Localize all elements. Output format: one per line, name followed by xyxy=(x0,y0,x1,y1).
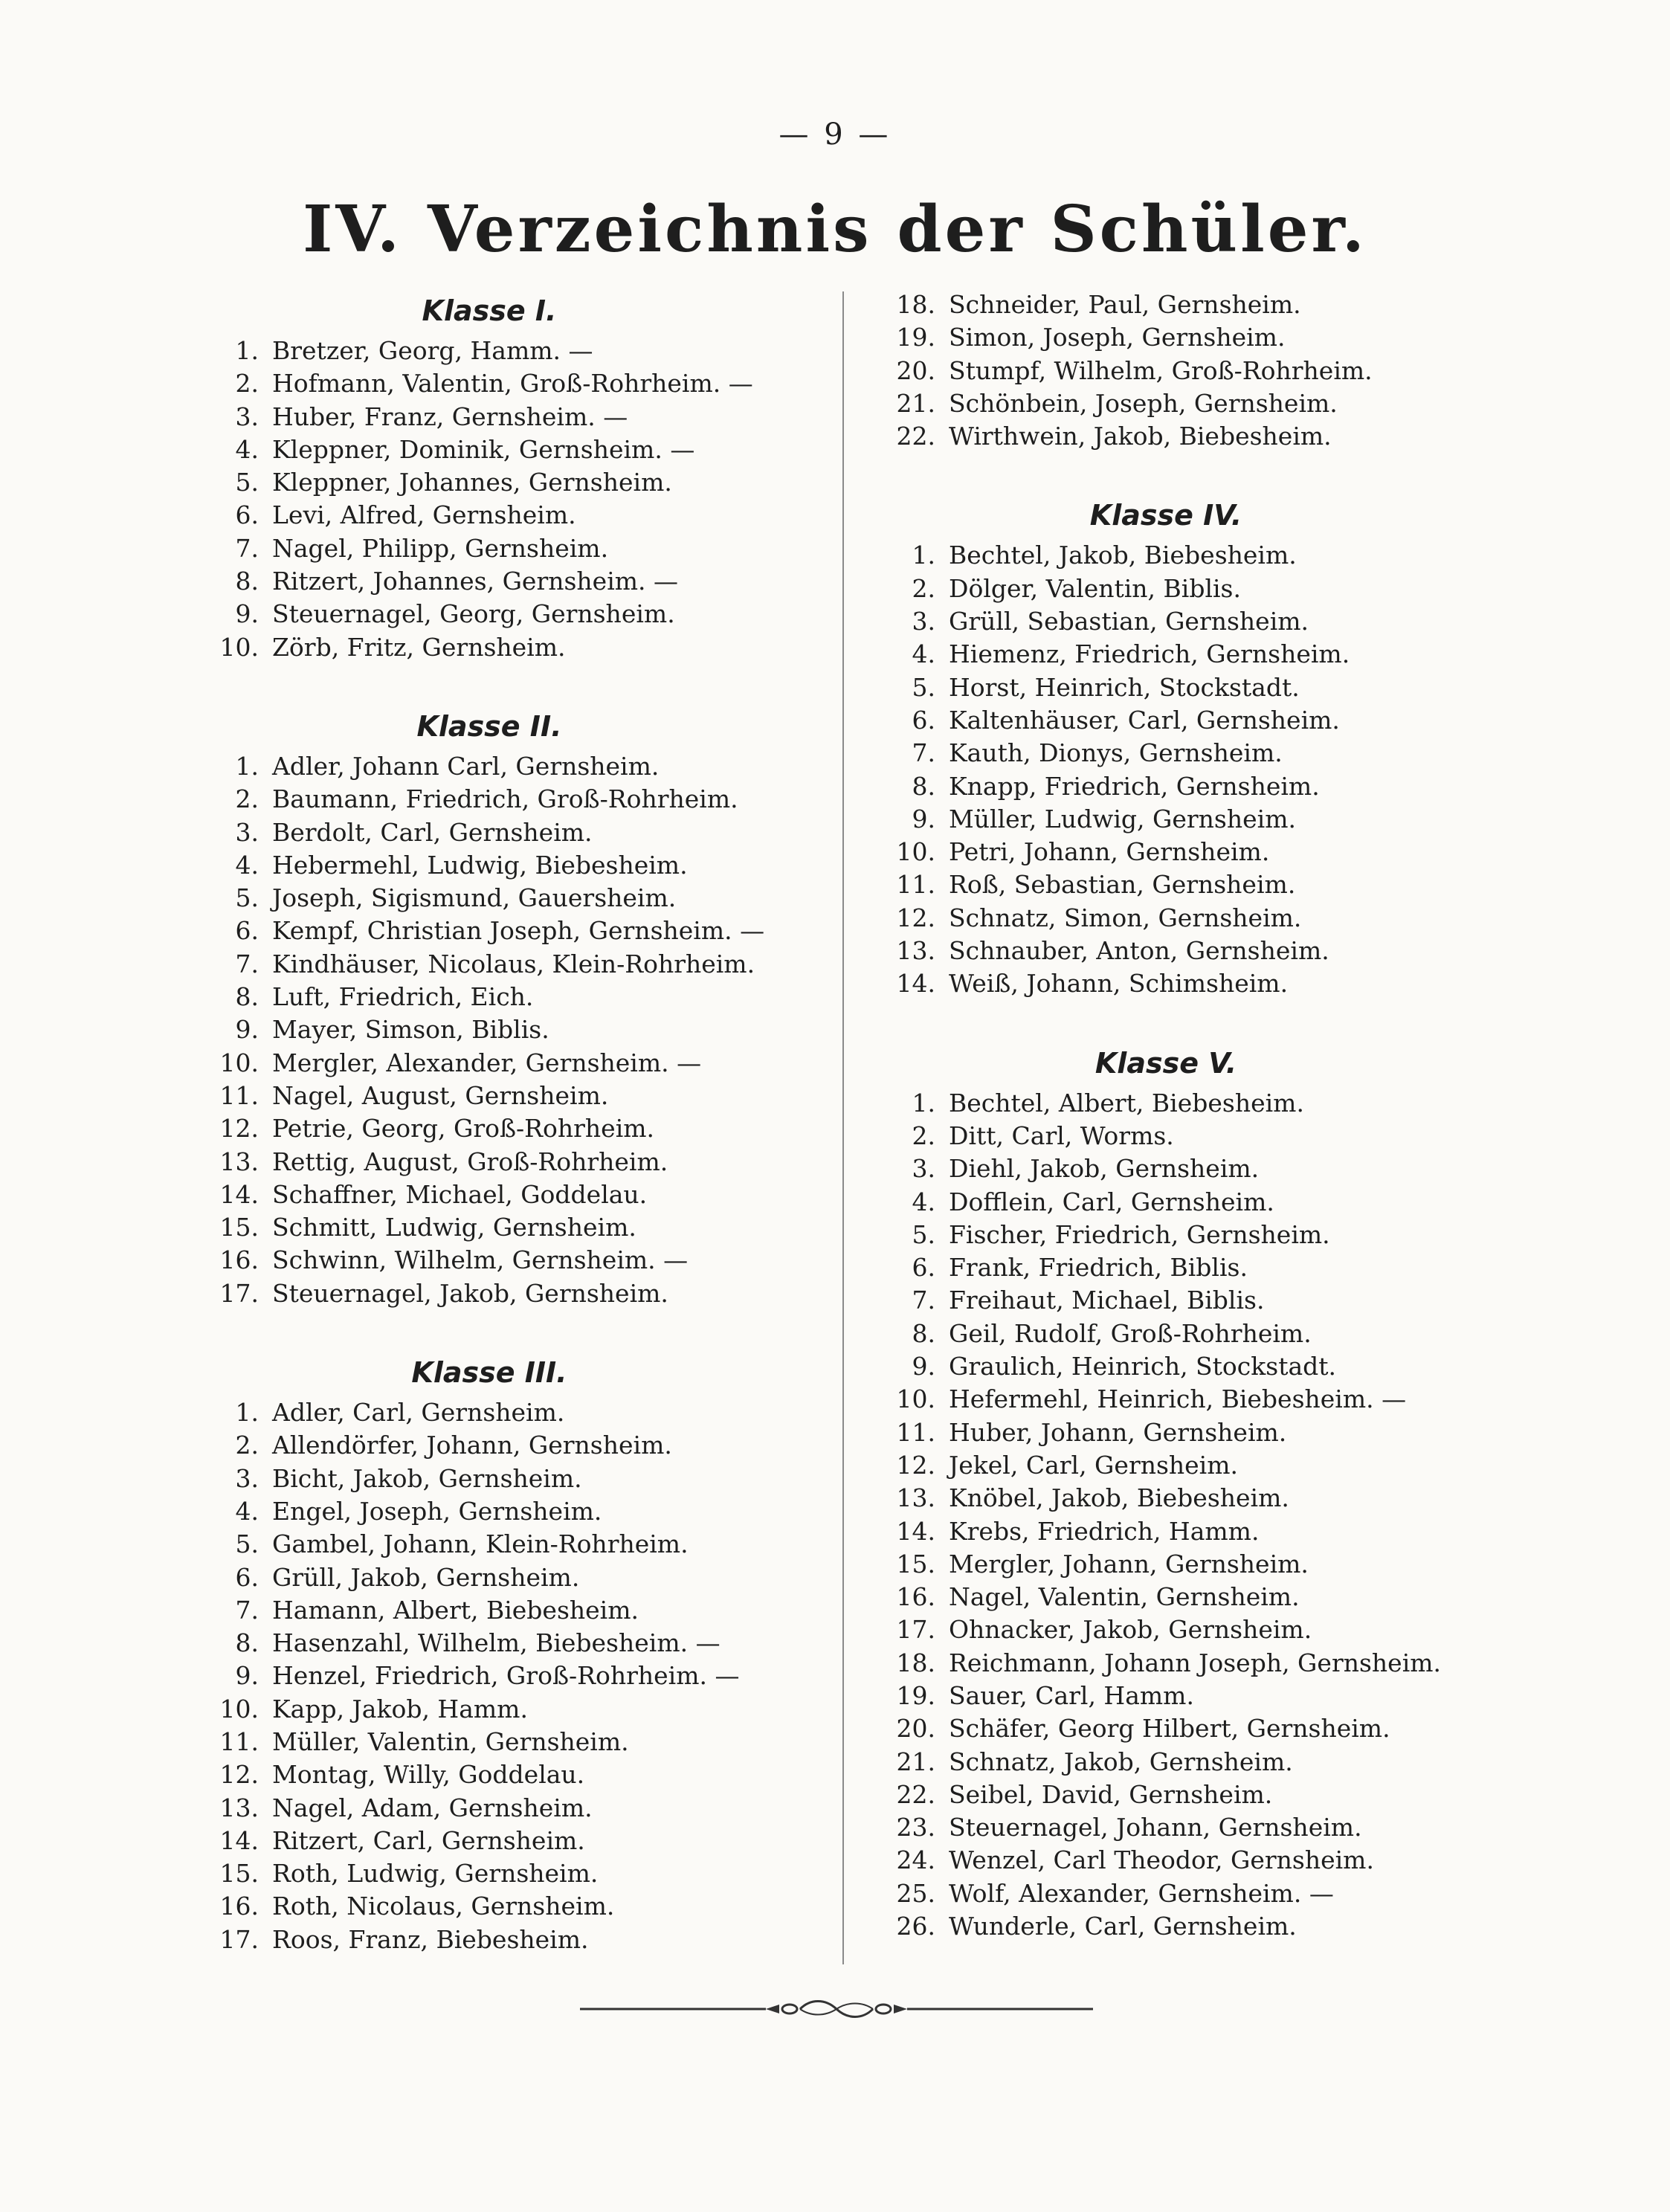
entry-text: Knapp, Friedrich, Gernsheim. xyxy=(949,771,1320,801)
student-entry xyxy=(207,335,816,367)
entry-number: 5. xyxy=(912,1219,935,1249)
entry-text: Joseph, Sigismund, Gauersheim. xyxy=(272,883,677,913)
student-entry xyxy=(883,1844,1493,1877)
entry-number: 8. xyxy=(235,1628,259,1658)
entry-text: Schönbein, Joseph, Gernsheim. xyxy=(949,388,1338,418)
entry-number: 7. xyxy=(235,949,259,978)
student-entry xyxy=(883,1746,1493,1779)
entry-text: Petri, Johann, Gernsheim. xyxy=(949,837,1270,867)
entry-number: 4. xyxy=(235,850,259,880)
student-entry xyxy=(207,783,816,816)
student-entry xyxy=(883,605,1493,638)
student-list xyxy=(207,1396,816,1956)
entry-number: 19. xyxy=(896,1680,935,1710)
entry-number: 5. xyxy=(235,883,259,913)
entry-number: 23. xyxy=(896,1813,935,1842)
entry-number: 24. xyxy=(896,1845,935,1875)
section-heading: Klasse II. xyxy=(416,709,562,743)
entry-text: Stumpf, Wilhelm, Groß-Rohrheim. xyxy=(949,355,1373,385)
section-heading: Klasse V. xyxy=(1094,1046,1237,1080)
entry-text: Steuernagel, Johann, Gernsheim. xyxy=(949,1813,1362,1842)
entry-text: Diehl, Jakob, Gernsheim. xyxy=(949,1154,1260,1184)
student-entry xyxy=(883,868,1493,901)
student-entry xyxy=(883,539,1493,572)
entry-text: Kleppner, Johannes, Gernsheim. xyxy=(272,468,672,497)
student-entry xyxy=(207,1857,816,1890)
entry-number: 13. xyxy=(219,1147,259,1176)
class-section xyxy=(883,493,1493,1040)
entry-text: Frank, Friedrich, Biblis. xyxy=(949,1253,1248,1283)
entry-number: 13. xyxy=(896,936,935,966)
entry-number: 4. xyxy=(912,639,935,669)
column-divider xyxy=(842,291,844,1964)
entry-text: Sauer, Carl, Hamm. xyxy=(949,1680,1194,1710)
student-entry xyxy=(207,1211,816,1244)
entry-text: Ritzert, Carl, Gernsheim. xyxy=(272,1825,585,1855)
student-entry xyxy=(207,565,816,598)
student-list xyxy=(883,539,1493,1000)
entry-number: 2. xyxy=(912,573,935,603)
entry-text: Mergler, Johann, Gernsheim. xyxy=(949,1549,1309,1579)
entry-number: 9. xyxy=(235,1015,259,1045)
student-entry xyxy=(207,1528,816,1561)
entry-number: 11. xyxy=(219,1080,259,1110)
entry-number: 18. xyxy=(896,1648,935,1677)
entry-number: 12. xyxy=(219,1760,259,1790)
entry-number: 5. xyxy=(235,1529,259,1559)
student-entry xyxy=(883,321,1493,354)
entry-text: Steuernagel, Georg, Gernsheim. xyxy=(272,599,675,629)
student-entry xyxy=(883,573,1493,605)
student-entry xyxy=(883,1350,1493,1383)
student-entry xyxy=(883,1087,1493,1120)
student-entry xyxy=(883,1383,1493,1416)
entry-number: 14. xyxy=(896,969,935,999)
student-entry xyxy=(207,981,816,1013)
entry-number: 4. xyxy=(235,434,259,464)
entry-number: 8. xyxy=(912,771,935,801)
entry-number: 4. xyxy=(235,1496,259,1526)
entry-text: Horst, Heinrich, Stockstadt. xyxy=(949,672,1300,702)
entry-text: Schnauber, Anton, Gernsheim. xyxy=(949,936,1329,966)
student-entry xyxy=(207,1277,816,1310)
student-entry xyxy=(883,737,1493,770)
entry-text: Hebermehl, Ludwig, Biebesheim. xyxy=(272,850,688,880)
entry-text: Schneider, Paul, Gernsheim. xyxy=(949,290,1301,319)
entry-number: 9. xyxy=(912,804,935,833)
student-entry xyxy=(207,631,816,664)
entry-number: 6. xyxy=(235,500,259,530)
entry-text: Seibel, David, Gernsheim. xyxy=(949,1779,1273,1809)
student-entry xyxy=(883,902,1493,935)
student-entry xyxy=(207,849,816,882)
entry-number: 3. xyxy=(912,1154,935,1184)
entry-number: 21. xyxy=(896,388,935,418)
student-entry xyxy=(207,1495,816,1528)
student-entry xyxy=(883,1877,1493,1910)
student-entry xyxy=(207,1792,816,1825)
entry-text: Roos, Franz, Biebesheim. xyxy=(272,1924,589,1954)
student-entry xyxy=(883,1548,1493,1581)
entry-text: Müller, Ludwig, Gernsheim. xyxy=(949,804,1296,833)
student-entry xyxy=(207,1429,816,1462)
student-entry xyxy=(207,401,816,433)
student-entry xyxy=(883,1712,1493,1745)
student-entry xyxy=(207,1178,816,1211)
entry-text: Freihaut, Michael, Biblis. xyxy=(949,1286,1265,1315)
entry-text: Luft, Friedrich, Eich. xyxy=(272,982,534,1012)
entry-number: 12. xyxy=(896,903,935,932)
entry-number: 17. xyxy=(219,1924,259,1954)
entry-text: Hofmann, Valentin, Groß-Rohrheim. — xyxy=(272,369,753,399)
entry-number: 22. xyxy=(896,422,935,451)
entry-text: Schmitt, Ludwig, Gernsheim. xyxy=(272,1213,636,1242)
section-spacer xyxy=(207,1310,816,1350)
student-entry xyxy=(207,499,816,532)
entry-text: Bicht, Jakob, Gernsheim. xyxy=(272,1463,582,1493)
entry-text: Adler, Johann Carl, Gernsheim. xyxy=(272,751,660,781)
entry-text: Mergler, Alexander, Gernsheim. — xyxy=(272,1048,702,1077)
entry-number: 19. xyxy=(896,323,935,352)
student-entry xyxy=(207,1013,816,1046)
entry-number: 18. xyxy=(896,290,935,319)
entry-number: 15. xyxy=(219,1859,259,1889)
entry-number: 14. xyxy=(219,1179,259,1209)
student-entry xyxy=(207,1244,816,1277)
student-entry xyxy=(883,355,1493,387)
student-entry xyxy=(207,1146,816,1178)
entry-text: Nagel, Philipp, Gernsheim. xyxy=(272,533,609,563)
entry-text: Grüll, Sebastian, Gernsheim. xyxy=(949,607,1309,636)
entry-text: Jekel, Carl, Gernsheim. xyxy=(949,1450,1239,1480)
class-section xyxy=(883,288,1493,493)
student-entry xyxy=(883,1449,1493,1482)
student-entry xyxy=(883,1152,1493,1185)
entry-text: Ritzert, Johannes, Gernsheim. — xyxy=(272,567,679,596)
student-entry xyxy=(207,1726,816,1758)
entry-text: Roth, Nicolaus, Gernsheim. xyxy=(272,1892,615,1921)
entry-number: 10. xyxy=(219,1694,259,1724)
student-entry xyxy=(207,1047,816,1080)
entry-text: Dofflein, Carl, Gernsheim. xyxy=(949,1187,1274,1216)
entry-number: 11. xyxy=(896,870,935,900)
entry-text: Reichmann, Johann Joseph, Gernsheim. xyxy=(949,1648,1442,1677)
page-number: — 9 — xyxy=(778,117,892,152)
student-entry xyxy=(883,1647,1493,1680)
entry-text: Steuernagel, Jakob, Gernsheim. xyxy=(272,1278,668,1308)
student-entry xyxy=(207,466,816,499)
entry-number: 25. xyxy=(896,1878,935,1908)
student-entry xyxy=(883,1416,1493,1449)
entry-text: Kapp, Jakob, Hamm. xyxy=(272,1694,528,1724)
entry-number: 12. xyxy=(219,1114,259,1144)
entry-number: 16. xyxy=(219,1892,259,1921)
entry-number: 7. xyxy=(912,738,935,768)
student-entry xyxy=(207,1594,816,1627)
entry-text: Bretzer, Georg, Hamm. — xyxy=(272,336,593,365)
entry-text: Müller, Valentin, Gernsheim. xyxy=(272,1726,629,1756)
student-entry xyxy=(883,1779,1493,1811)
entry-number: 14. xyxy=(219,1825,259,1855)
entry-number: 1. xyxy=(235,751,259,781)
entry-text: Weiß, Johann, Schimsheim. xyxy=(949,969,1289,999)
entry-text: Wenzel, Carl Theodor, Gernsheim. xyxy=(949,1845,1374,1875)
entry-number: 20. xyxy=(896,1714,935,1744)
entry-number: 7. xyxy=(912,1286,935,1315)
entry-text: Huber, Franz, Gernsheim. — xyxy=(272,402,628,431)
entry-number: 8. xyxy=(235,567,259,596)
entry-number: 8. xyxy=(912,1318,935,1348)
student-entry xyxy=(207,1825,816,1857)
entry-text: Roß, Sebastian, Gernsheim. xyxy=(949,870,1296,900)
entry-text: Montag, Willy, Goddelau. xyxy=(272,1760,585,1790)
entry-text: Grüll, Jakob, Gernsheim. xyxy=(272,1562,580,1592)
entry-text: Schnatz, Jakob, Gernsheim. xyxy=(949,1747,1293,1776)
entry-number: 11. xyxy=(219,1726,259,1756)
student-entry xyxy=(207,882,816,915)
entry-number: 15. xyxy=(896,1549,935,1579)
entry-number: 5. xyxy=(912,672,935,702)
entry-number: 1. xyxy=(912,1088,935,1118)
student-entry xyxy=(207,1080,816,1112)
entry-text: Nagel, August, Gernsheim. xyxy=(272,1080,609,1110)
entry-text: Henzel, Friedrich, Groß-Rohrheim. — xyxy=(272,1661,740,1691)
entry-text: Zörb, Fritz, Gernsheim. xyxy=(272,632,566,662)
student-list xyxy=(883,1087,1493,1944)
entry-text: Rettig, August, Groß-Rohrheim. xyxy=(272,1147,668,1176)
student-entry xyxy=(883,420,1493,453)
entry-text: Ohnacker, Jakob, Gernsheim. xyxy=(949,1615,1312,1645)
class-section xyxy=(207,288,816,704)
entry-text: Krebs, Friedrich, Hamm. xyxy=(949,1516,1260,1546)
entry-number: 7. xyxy=(235,1595,259,1625)
entry-number: 10. xyxy=(219,632,259,662)
student-entry xyxy=(883,704,1493,737)
entry-number: 21. xyxy=(896,1747,935,1776)
student-entry xyxy=(883,1284,1493,1317)
class-section xyxy=(883,1041,1493,1944)
entry-number: 16. xyxy=(896,1582,935,1612)
student-entry xyxy=(883,1120,1493,1152)
entry-number: 3. xyxy=(235,817,259,847)
entry-text: Gambel, Johann, Klein-Rohrheim. xyxy=(272,1529,689,1559)
entry-text: Kaltenhäuser, Carl, Gernsheim. xyxy=(949,705,1340,735)
entry-text: Simon, Joseph, Gernsheim. xyxy=(949,323,1286,352)
student-list xyxy=(207,750,816,1310)
entry-number: 2. xyxy=(235,1431,259,1460)
entry-number: 22. xyxy=(896,1779,935,1809)
entry-number: 10. xyxy=(896,837,935,867)
entry-number: 9. xyxy=(235,1661,259,1691)
section-heading: Klasse I. xyxy=(422,294,557,327)
student-entry xyxy=(883,967,1493,1000)
student-entry xyxy=(883,1219,1493,1251)
entry-number: 2. xyxy=(235,369,259,399)
student-entry xyxy=(207,1627,816,1660)
section-spacer xyxy=(883,453,1493,493)
entry-number: 26. xyxy=(896,1912,935,1941)
student-entry xyxy=(883,288,1493,321)
student-entry xyxy=(207,1463,816,1495)
section-spacer xyxy=(207,664,816,704)
right-column xyxy=(883,288,1493,1943)
entry-number: 13. xyxy=(219,1793,259,1822)
entry-number: 3. xyxy=(912,607,935,636)
entry-text: Levi, Alfred, Gernsheim. xyxy=(272,500,576,530)
student-entry xyxy=(883,836,1493,868)
student-entry xyxy=(883,1251,1493,1284)
student-entry xyxy=(207,1758,816,1791)
student-entry xyxy=(207,1396,816,1429)
entry-number: 8. xyxy=(235,982,259,1012)
entry-text: Schäfer, Georg Hilbert, Gernsheim. xyxy=(949,1714,1390,1744)
entry-text: Nagel, Valentin, Gernsheim. xyxy=(949,1582,1300,1612)
entry-text: Schaffner, Michael, Goddelau. xyxy=(272,1179,648,1209)
entry-text: Hasenzahl, Wilhelm, Biebesheim. — xyxy=(272,1628,720,1658)
student-entry xyxy=(883,638,1493,671)
entry-text: Hefermehl, Heinrich, Biebesheim. — xyxy=(949,1384,1407,1414)
entry-number: 6. xyxy=(235,1562,259,1592)
student-entry xyxy=(207,1924,816,1956)
entry-text: Dölger, Valentin, Biblis. xyxy=(949,573,1241,603)
student-entry xyxy=(883,1186,1493,1219)
entry-text: Hiemenz, Friedrich, Gernsheim. xyxy=(949,639,1350,669)
entry-text: Wunderle, Carl, Gernsheim. xyxy=(949,1912,1297,1941)
entry-text: Allendörfer, Johann, Gernsheim. xyxy=(272,1431,672,1460)
class-section xyxy=(207,704,816,1350)
entry-number: 9. xyxy=(912,1352,935,1381)
entry-number: 11. xyxy=(896,1417,935,1447)
entry-text: Fischer, Friedrich, Gernsheim. xyxy=(949,1219,1330,1249)
student-entry xyxy=(883,770,1493,803)
student-entry xyxy=(207,1112,816,1145)
student-entry xyxy=(207,750,816,783)
entry-text: Schnatz, Simon, Gernsheim. xyxy=(949,903,1302,932)
entry-text: Hamann, Albert, Biebesheim. xyxy=(272,1595,639,1625)
chapter-title: IV. Verzeichnis der Schüler. xyxy=(303,192,1367,267)
student-entry xyxy=(207,367,816,400)
entry-text: Nagel, Adam, Gernsheim. xyxy=(272,1793,593,1822)
entry-text: Engel, Joseph, Gernsheim. xyxy=(272,1496,602,1526)
student-entry xyxy=(883,1910,1493,1943)
entry-text: Schwinn, Wilhelm, Gernsheim. — xyxy=(272,1245,689,1275)
entry-text: Wirthwein, Jakob, Biebesheim. xyxy=(949,422,1332,451)
entry-text: Baumann, Friedrich, Groß-Rohrheim. xyxy=(272,784,738,814)
student-entry xyxy=(207,1561,816,1594)
student-entry xyxy=(207,816,816,849)
entry-number: 14. xyxy=(896,1516,935,1546)
entry-number: 12. xyxy=(896,1450,935,1480)
student-entry xyxy=(207,1693,816,1726)
entry-number: 16. xyxy=(219,1245,259,1275)
student-entry xyxy=(883,1482,1493,1515)
entry-text: Mayer, Simson, Biblis. xyxy=(272,1015,549,1045)
entry-text: Bechtel, Jakob, Biebesheim. xyxy=(949,541,1297,570)
student-entry xyxy=(207,532,816,565)
entry-text: Wolf, Alexander, Gernsheim. — xyxy=(949,1878,1334,1908)
student-entry xyxy=(883,387,1493,420)
entry-number: 15. xyxy=(219,1213,259,1242)
entry-number: 7. xyxy=(235,533,259,563)
student-entry xyxy=(883,671,1493,704)
entry-number: 1. xyxy=(235,1398,259,1428)
left-column xyxy=(207,288,816,1956)
section-heading: Klasse IV. xyxy=(1089,499,1242,532)
entry-number: 10. xyxy=(896,1384,935,1414)
student-entry xyxy=(207,948,816,981)
student-entry xyxy=(883,1318,1493,1350)
entry-number: 3. xyxy=(235,402,259,431)
entry-number: 5. xyxy=(235,468,259,497)
student-entry xyxy=(207,598,816,631)
ornament-divider xyxy=(580,1994,1093,2024)
section-spacer xyxy=(883,1001,1493,1041)
entry-number: 13. xyxy=(896,1483,935,1513)
entry-number: 3. xyxy=(235,1463,259,1493)
entry-number: 17. xyxy=(219,1278,259,1308)
entry-number: 17. xyxy=(896,1615,935,1645)
entry-number: 20. xyxy=(896,355,935,385)
entry-text: Roth, Ludwig, Gernsheim. xyxy=(272,1859,599,1889)
student-entry xyxy=(883,1613,1493,1646)
class-section xyxy=(207,1350,816,1956)
student-list xyxy=(207,335,816,664)
student-list xyxy=(883,288,1493,453)
student-entry xyxy=(207,1890,816,1923)
entry-text: Adler, Carl, Gernsheim. xyxy=(272,1398,565,1428)
section-heading: Klasse III. xyxy=(411,1356,567,1390)
entry-number: 4. xyxy=(912,1187,935,1216)
entry-number: 6. xyxy=(912,1253,935,1283)
entry-number: 2. xyxy=(912,1120,935,1150)
entry-text: Bechtel, Albert, Biebesheim. xyxy=(949,1088,1304,1118)
entry-text: Ditt, Carl, Worms. xyxy=(949,1120,1174,1150)
student-entry xyxy=(207,1660,816,1692)
entry-number: 10. xyxy=(219,1048,259,1077)
entry-number: 1. xyxy=(235,336,259,365)
entry-text: Graulich, Heinrich, Stockstadt. xyxy=(949,1352,1337,1381)
entry-text: Geil, Rudolf, Groß-Rohrheim. xyxy=(949,1318,1312,1348)
entry-number: 2. xyxy=(235,784,259,814)
entry-text: Knöbel, Jakob, Biebesheim. xyxy=(949,1483,1289,1513)
entry-text: Kauth, Dionys, Gernsheim. xyxy=(949,738,1283,768)
entry-text: Kempf, Christian Joseph, Gernsheim. — xyxy=(272,916,765,946)
entry-text: Kleppner, Dominik, Gernsheim. — xyxy=(272,434,695,464)
student-entry xyxy=(207,915,816,947)
student-entry xyxy=(883,935,1493,967)
entry-number: 1. xyxy=(912,541,935,570)
entry-number: 6. xyxy=(912,705,935,735)
student-entry xyxy=(883,1811,1493,1844)
student-entry xyxy=(207,433,816,466)
entry-text: Huber, Johann, Gernsheim. xyxy=(949,1417,1287,1447)
entry-text: Kindhäuser, Nicolaus, Klein-Rohrheim. xyxy=(272,949,755,978)
student-entry xyxy=(883,1581,1493,1613)
entry-text: Berdolt, Carl, Gernsheim. xyxy=(272,817,593,847)
entry-text: Petrie, Georg, Groß-Rohrheim. xyxy=(272,1114,655,1144)
entry-number: 6. xyxy=(235,916,259,946)
student-entry xyxy=(883,1680,1493,1712)
entry-number: 9. xyxy=(235,599,259,629)
student-entry xyxy=(883,803,1493,836)
student-entry xyxy=(883,1515,1493,1548)
